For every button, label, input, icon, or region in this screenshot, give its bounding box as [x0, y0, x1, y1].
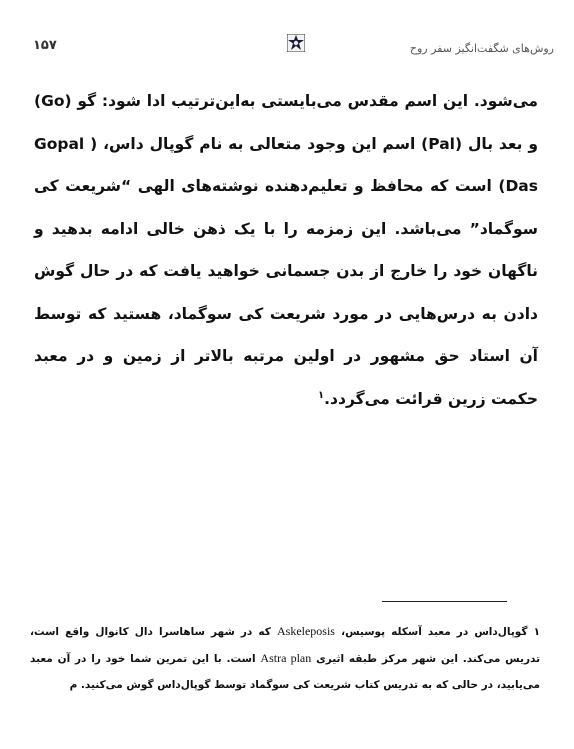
footnote-separator: [382, 601, 507, 602]
footnote-text-2: که در شهر ساهاسرا دال کانوال واقع است، تدریس می‌کند. این شهر مرکز طبقه اثیری: [30, 626, 541, 665]
running-title: روش‌های شگفت‌انگیز سفر روح: [409, 42, 554, 55]
page-number: ۱۵۷: [33, 38, 57, 53]
footnote-marker: ۱: [533, 626, 540, 638]
body-paragraph: [34, 80, 538, 420]
star-ornament-icon: [287, 34, 305, 52]
footnote-reference: ۱: [318, 389, 325, 401]
footnote-text-3: است. با این تمرین شما خود را در آن معبد می‌یابید، در حالی که به تدریس کتاب شریعت کی سوگماد توسط گوپال‌داس گوش می‌کنید. م: [30, 653, 540, 691]
paragraph-text: می‌شود. این اسم مقدس می‌بایستی به‌این‌ترتیب ادا شود: گو (Go) و بعد بال (Pal) اسم این وجود متعالی به نام گوپال داس، ( Gopal Das) است که محافظ و تعلیم‌دهنده نوشته‌های الهی “شریعت کی سوگماد” می‌باشد. این زمزمه را با یک ذهن خالی ادامه بدهید و ناگهان خود را خارج از بدن جسمانی خواهید یافت که در حال گوش دادن به درس‌هایی در مورد شریعت کی سوگماد، هستید که توسط آن استاد حق مشهور در اولین مرتبه بالاتر از زمین و در معبد حکمت زرین قرائت می‌گردد.: [34, 92, 538, 408]
footnote-latin-2: Astra plan: [260, 651, 312, 665]
footnote: [30, 618, 540, 698]
footnote-text-1: گوپال‌داس در معبد آسکله پوسیس،: [334, 626, 528, 638]
footnote-latin-1: Askeleposis: [276, 624, 335, 638]
